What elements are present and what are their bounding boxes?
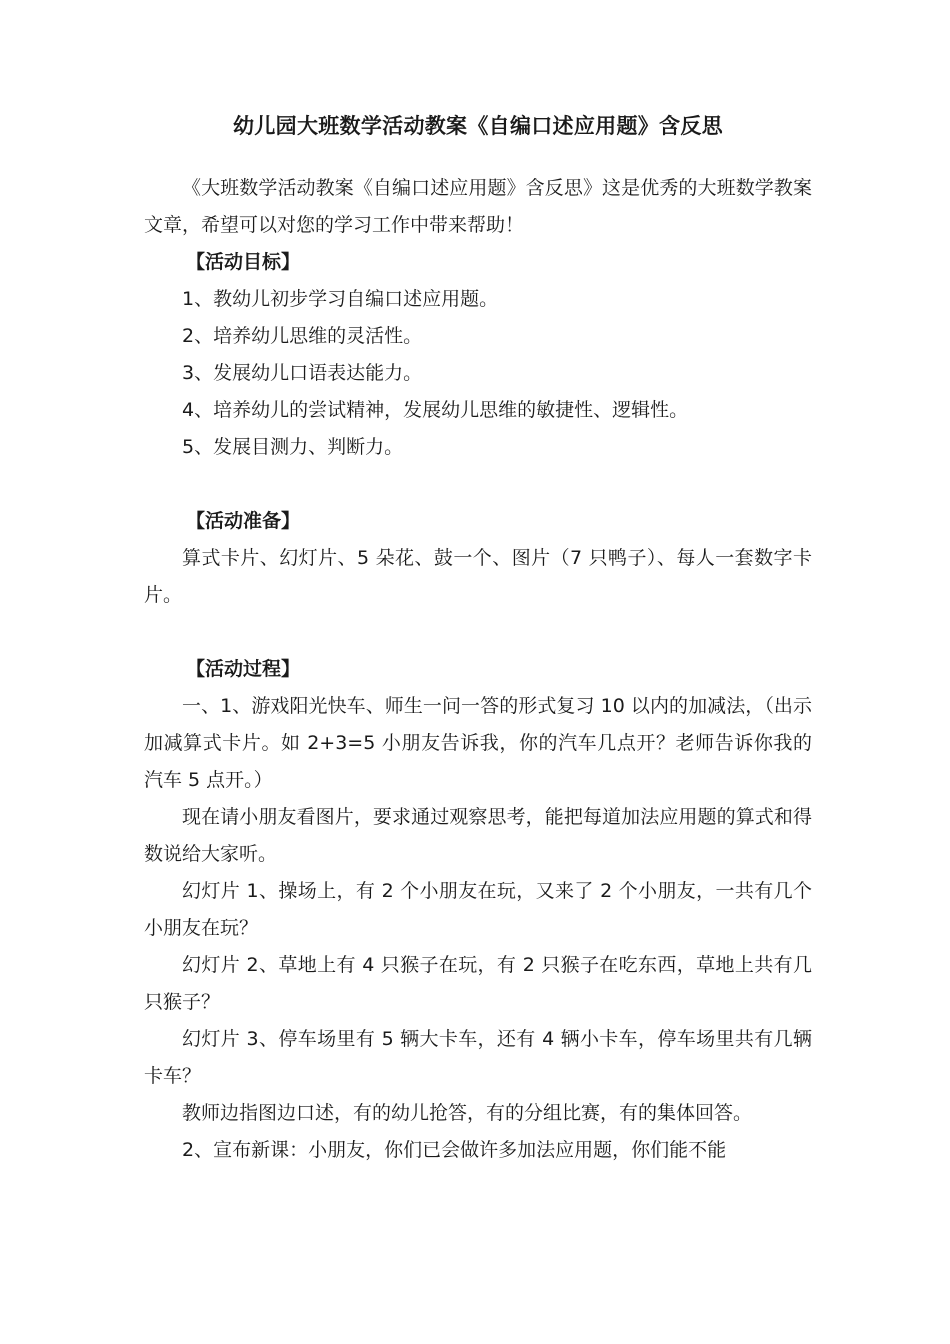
goal-item-2: 2、培养幼儿思维的灵活性。 xyxy=(182,325,423,347)
section-heading-goals: 【活动目标】 xyxy=(186,251,301,273)
section-heading-preparation: 【活动准备】 xyxy=(186,510,301,532)
process-paragraph-7: 2、宣布新课：小朋友，你们已会做许多加法应用题，你们能不能 xyxy=(182,1139,727,1161)
process-paragraph-2: 现在请小朋友看图片，要求通过观察思考，能把每道加法应用题的算式和得数说给大家听。 xyxy=(144,806,812,865)
goal-item-5: 5、发展目测力、判断力。 xyxy=(182,436,404,458)
blank-line xyxy=(144,614,812,651)
goal-item-3: 3、发展幼儿口语表达能力。 xyxy=(182,362,423,384)
goal-item-4: 4、培养幼儿的尝试精神，发展幼儿思维的敏捷性、逻辑性。 xyxy=(182,399,689,421)
document-title: 幼儿园大班数学活动教案《自编口述应用题》含反思 xyxy=(233,114,723,138)
document-page xyxy=(144,108,812,1169)
intro-paragraph: 《大班数学活动教案《自编口述应用题》含反思》这是优秀的大班数学教案文章，希望可以对您的学习工作中带来帮助！ xyxy=(144,177,812,236)
preparation-paragraph: 算式卡片、幻灯片、5 朵花、鼓一个、图片（7 只鸭子）、每人一套数字卡片。 xyxy=(144,547,812,606)
process-paragraph-6: 教师边指图边口述，有的幼儿抢答，有的分组比赛，有的集体回答。 xyxy=(182,1102,753,1124)
process-paragraph-5: 幻灯片 3、停车场里有 5 辆大卡车，还有 4 辆小卡车，停车场里共有几辆卡车？ xyxy=(144,1028,812,1087)
goal-item-1: 1、教幼儿初步学习自编口述应用题。 xyxy=(182,288,499,310)
process-paragraph-3: 幻灯片 1、操场上，有 2 个小朋友在玩，又来了 2 个小朋友，一共有几个小朋友在玩？ xyxy=(144,880,812,939)
blank-line xyxy=(144,466,812,503)
process-paragraph-1: 一、1、游戏阳光快车、师生一问一答的形式复习 10 以内的加减法，（出示加减算式卡片。如 2+3=5 小朋友告诉我，你的汽车几点开？老师告诉你我的汽车 5 点开。） xyxy=(144,695,812,791)
section-heading-process: 【活动过程】 xyxy=(186,658,301,680)
process-paragraph-4: 幻灯片 2、草地上有 4 只猴子在玩，有 2 只猴子在吃东西，草地上共有几只猴子？ xyxy=(144,954,812,1013)
